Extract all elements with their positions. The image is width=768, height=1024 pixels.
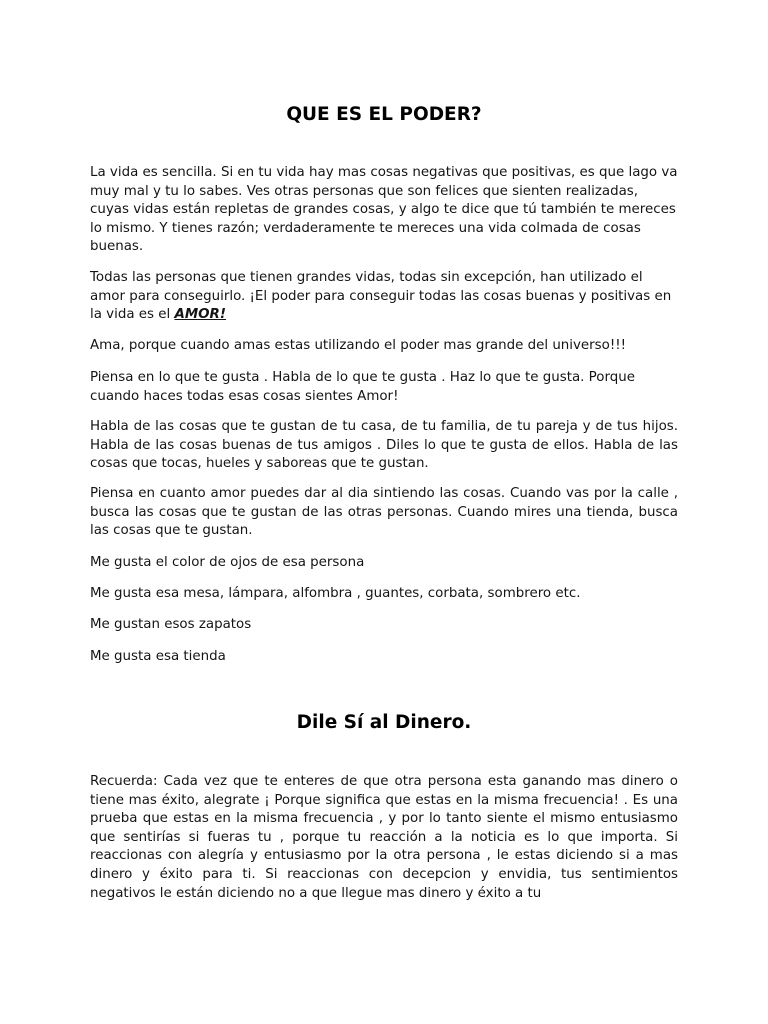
paragraph-ama: Ama, porque cuando amas estas utilizando el poder mas grande del universo!!! bbox=[90, 338, 626, 353]
paragraph-tienda: Me gusta esa tienda bbox=[90, 649, 226, 664]
paragraph-zapatos: Me gustan esos zapatos bbox=[90, 617, 252, 632]
paragraph-ojos: Me gusta el color de ojos de esa persona bbox=[90, 555, 365, 570]
page-title: QUE ES EL PODER? bbox=[286, 104, 482, 125]
paragraph-amor-text: Todas las personas que tienen grandes vidas, todas sin excepción, han utilizado el amor para conseguirlo. ¡El poder para conseguir todas las cosas buenas y positivas en la vida es el bbox=[90, 270, 672, 323]
paragraph-piensa: Piensa en lo que te gusta . Habla de lo que te gusta . Haz lo que te gusta. Porque cuando haces todas esas cosas sientes Amor! bbox=[90, 370, 635, 404]
paragraph-amor bbox=[90, 269, 678, 325]
section-title: Dile Sí al Dinero. bbox=[296, 712, 472, 733]
paragraph-cuanto-amor: Piensa en cuanto amor puedes dar al dia sintiendo las cosas. Cuando vas por la calle , busca las cosas que te gustan de las otras personas. Cuando mires una tienda, busca las cosas que te gustan. bbox=[90, 486, 678, 539]
paragraph-intro: La vida es sencilla. Si en tu vida hay mas cosas negativas que positivas, es que lago va muy mal y tu lo sabes. Ves otras personas que son felices que sienten realizadas, cuyas vidas están repletas de grandes cosas, y algo te dice que tú también te mereces lo mismo. Y tienes razón; verdaderamente te mereces una vida colmada de cosas buenas. bbox=[90, 165, 678, 255]
paragraph-habla: Habla de las cosas que te gustan de tu casa, de tu familia, de tu pareja y de tus hijos. Habla de las cosas buenas de tus amigos . Diles lo que te gusta de ellos. Habla de las cosas que tocas, hueles y saboreas que te gustan. bbox=[90, 419, 678, 472]
paragraph-mesa: Me gusta esa mesa, lámpara, alfombra , guantes, corbata, sombrero etc. bbox=[90, 586, 581, 601]
amor-emphasis: AMOR! bbox=[174, 307, 226, 323]
paragraph-recuerda: Recuerda: Cada vez que te enteres de que otra persona esta ganando mas dinero o tiene mas éxito, alegrate ¡ Porque significa que estas en la misma frecuencia! . Es una prueba que estas en la misma frecuencia , y por lo tanto siente el mismo entusiasmo que sentirías si fueras tu , porque tu reacción a la noticia es lo que importa. Si reaccionas con alegría y entusiasmo por la otra persona , le estas diciendo si a mas dinero y éxito para ti. Si reaccionas con decepcion y envidia, tus sentimientos negativos le están diciendo no a que llegue mas dinero y éxito a tu bbox=[90, 774, 678, 901]
